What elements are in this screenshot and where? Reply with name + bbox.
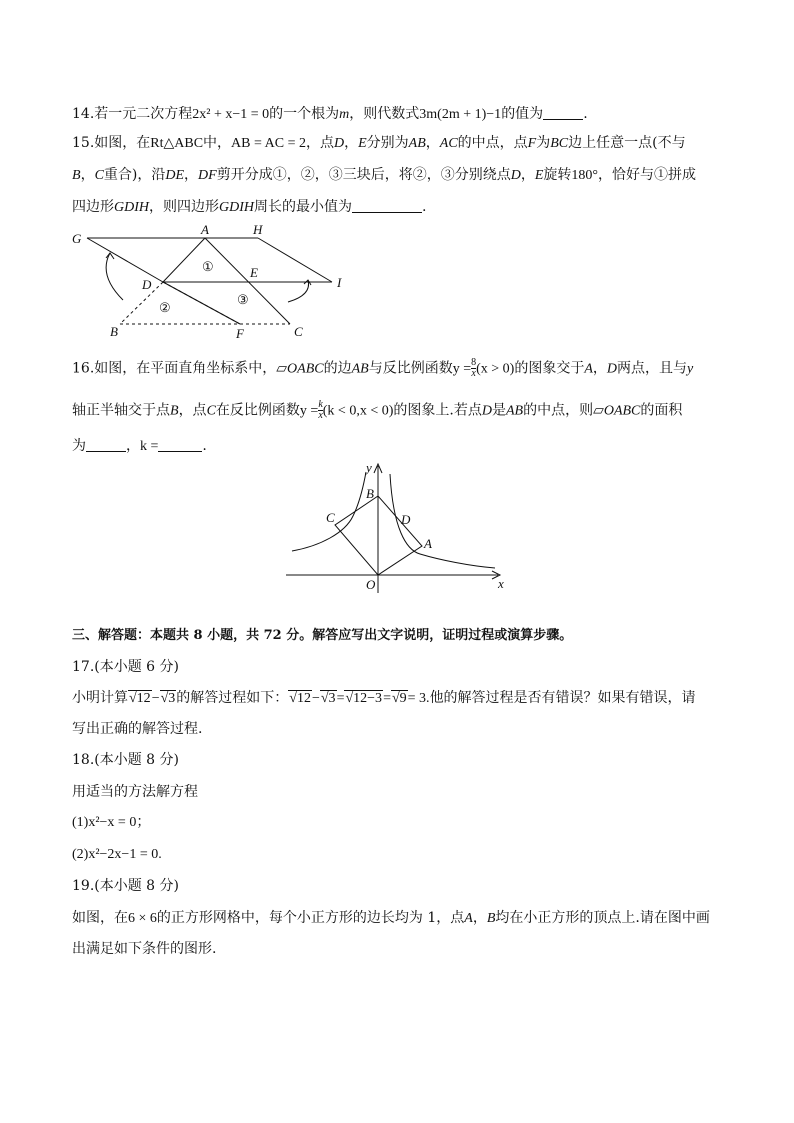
label-B: B bbox=[110, 324, 118, 339]
line-AC bbox=[205, 238, 290, 324]
line-DF-dashed bbox=[163, 282, 240, 324]
section-3-title: 三、解答题：本题共 8 小题，共 72 分。解答应写出文字说明，证明过程或演算步骤。 bbox=[72, 628, 573, 643]
q15-answer-blank[interactable] bbox=[352, 198, 422, 213]
label-E: E bbox=[250, 265, 258, 280]
q18-equation-2: (2)x²−2x−1 = 0. bbox=[72, 847, 162, 862]
q15-line-3: 四边形GDIH，则四边形GDIH周长的最小值为 . bbox=[72, 199, 427, 215]
q16-figure bbox=[280, 458, 520, 598]
q15-figure bbox=[60, 220, 360, 345]
q16-number: 16. bbox=[72, 360, 95, 377]
q18-head: 18.(本小题 8 分) bbox=[72, 752, 179, 768]
label-y: y bbox=[366, 460, 372, 475]
label-D: D bbox=[401, 512, 411, 527]
q16-fraction-k-x: $\frac{k}{x}$ bbox=[318, 399, 323, 421]
q14-equation: 2x² + x−1 = 0 bbox=[192, 107, 270, 122]
label-F: F bbox=[236, 326, 244, 341]
q14-number: 14. bbox=[72, 106, 95, 122]
q19-line-2: 出满足如下条件的图形. bbox=[72, 941, 217, 957]
region-1: ① bbox=[202, 259, 214, 274]
q16-line-1: 16.如图，在平面直角坐标系中，▱OABC的边AB与反比例函数y = $\frac{8}{x}$ (x > 0)的图象交于A，D两点，且与y bbox=[72, 357, 694, 379]
q16-k-blank[interactable] bbox=[158, 437, 202, 452]
label-C: C bbox=[294, 324, 303, 339]
rotate-arrow-right bbox=[288, 280, 309, 302]
q18-equation-1: (1)x²−x = 0； bbox=[72, 815, 151, 830]
q19-line-1: 如图，在6 × 6的正方形网格中，每个小正方形的边长均为 1，点A，B均在小正方形的顶点上.请在图中画 bbox=[72, 910, 710, 926]
label-H: H bbox=[253, 222, 263, 237]
q16-line-2: 轴正半轴交于点B，点C在反比例函数y = $\frac{k}{x}$ (k < 0,x < 0)的图象上.若点D是AB的中点，则▱OABC的面积 bbox=[72, 399, 683, 421]
label-I: I bbox=[337, 275, 342, 290]
q17-line-1: 小明计算√12−√3的解答过程如下：√12−√3=√12−3=√9= 3.他的解答过程是否有错误？如果有错误，请 bbox=[72, 690, 696, 706]
label-G: G bbox=[72, 231, 82, 246]
label-D: D bbox=[142, 277, 152, 292]
q16-area-blank[interactable] bbox=[86, 437, 126, 452]
label-B: B bbox=[366, 486, 374, 501]
line-HI bbox=[258, 238, 332, 282]
label-O: O bbox=[366, 577, 376, 592]
q14-line: 14.若一元二次方程2x² + x−1 = 0的一个根为m，则代数式3m(2m + 1)−1的值为 . bbox=[72, 106, 588, 122]
line-DA bbox=[163, 238, 205, 282]
q15-line-1: 15.如图，在Rt△ABC中，AB = AC = 2，点D，E分别为AB，AC的中点，点F为BC边上任意一点(不与 bbox=[72, 135, 686, 151]
q16-line-3: 为 ，k = . bbox=[72, 438, 207, 454]
q19-head: 19.(本小题 8 分) bbox=[72, 878, 179, 894]
region-2: ② bbox=[159, 300, 171, 315]
q17-line-2: 写出正确的解答过程. bbox=[72, 721, 203, 737]
q16-fraction-8-x: $\frac{8}{x}$ bbox=[471, 357, 477, 379]
label-A: A bbox=[424, 536, 432, 551]
q15-line-2: B，C重合)，沿DE，DF剪开分成①，②，③三块后，将②，③分别绕点D，E旋转180°，恰好与①拼成 bbox=[72, 167, 697, 183]
q18-line-1: 用适当的方法解方程 bbox=[72, 784, 198, 800]
q14-answer-blank[interactable] bbox=[543, 105, 583, 120]
q17-head: 17.(本小题 6 分) bbox=[72, 659, 179, 675]
label-A: A bbox=[201, 222, 209, 237]
q15-number: 15. bbox=[72, 135, 95, 151]
label-x: x bbox=[498, 576, 504, 591]
label-C: C bbox=[326, 510, 335, 525]
region-3: ③ bbox=[237, 292, 249, 307]
rotate-arrow-left bbox=[106, 253, 123, 300]
line-GD bbox=[87, 238, 163, 282]
q14-expression: 3m(2m + 1)−1 bbox=[419, 107, 502, 122]
